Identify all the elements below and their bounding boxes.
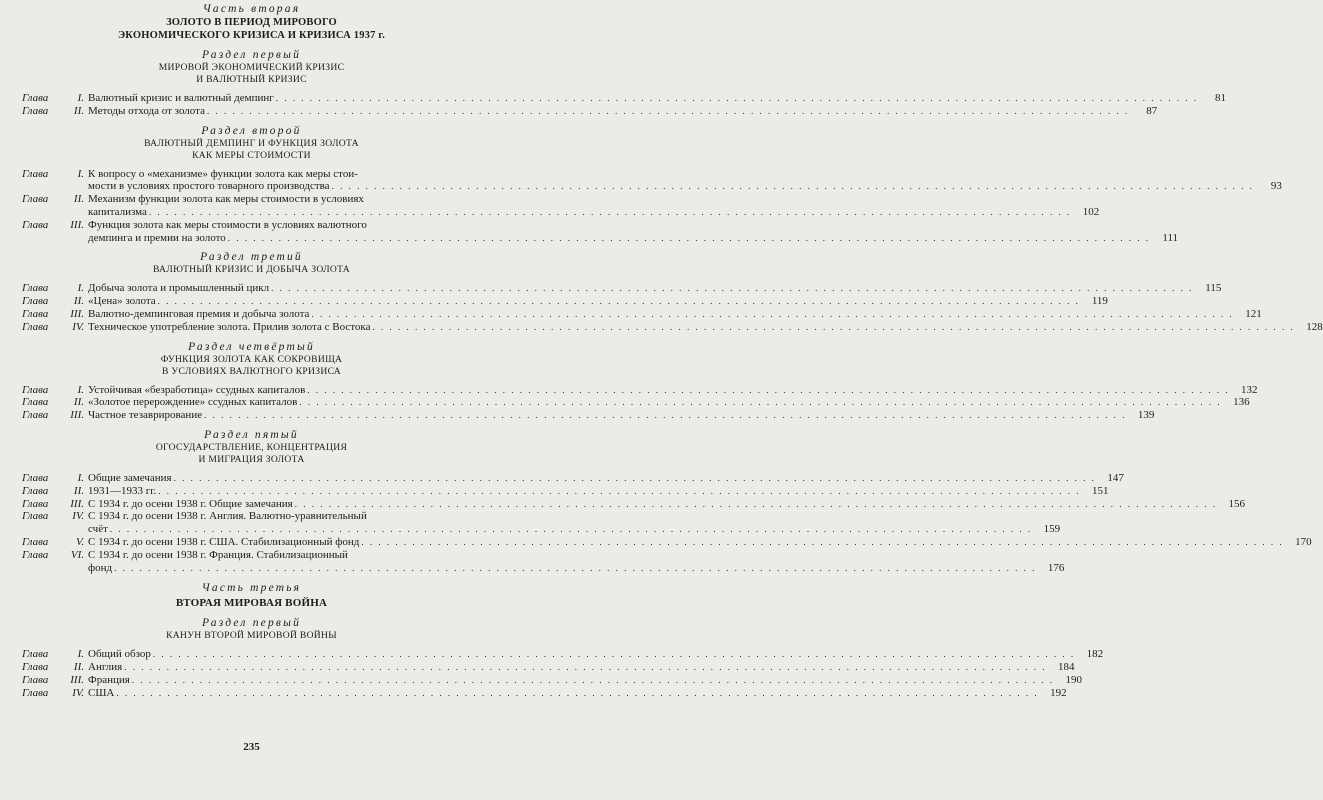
page-number: 235 bbox=[243, 741, 260, 753]
leader-dots bbox=[271, 282, 1193, 295]
chapter-entry bbox=[22, 307, 1262, 321]
chapter-line bbox=[88, 321, 1323, 334]
chapter-page-number: 147 bbox=[1107, 471, 1124, 484]
chapter-line bbox=[88, 498, 1245, 511]
chapter-body bbox=[88, 510, 1060, 536]
chapter-title: С 1934 г. до осени 1938 г. Франция. Стабилизационный bbox=[88, 548, 348, 561]
chapter-body bbox=[88, 661, 1074, 674]
chapter-title: Валютно-демпинговая премия и добыча золота bbox=[88, 307, 310, 320]
leader-dots bbox=[158, 485, 1080, 498]
chapter-entry bbox=[22, 648, 1104, 661]
chapter-entry bbox=[22, 295, 1108, 308]
chapter-line bbox=[88, 219, 1178, 232]
chapter-body bbox=[88, 674, 1082, 687]
chapter-page-number: 182 bbox=[1086, 648, 1104, 661]
leader-dots bbox=[276, 92, 1198, 105]
chapter-line bbox=[88, 485, 1109, 498]
chapter-number: II. bbox=[73, 193, 84, 206]
section-label: Раздел третий bbox=[200, 251, 303, 264]
chapter-title: мости в условиях простого товарного производства bbox=[88, 180, 330, 193]
chapter-entry bbox=[22, 673, 1083, 687]
chapter-label: Глава bbox=[22, 510, 49, 523]
chapter-label: Глава bbox=[22, 497, 49, 510]
chapter-body bbox=[88, 648, 1103, 661]
leader-dots bbox=[228, 232, 1150, 245]
chapter-body bbox=[88, 321, 1323, 334]
section-label: Раздел первый bbox=[201, 49, 302, 61]
chapter-label: Глава bbox=[22, 193, 49, 206]
chapter-title: Англия bbox=[88, 661, 123, 674]
chapter-number: I. bbox=[77, 167, 84, 180]
section-title bbox=[0, 62, 503, 86]
chapter-entry bbox=[22, 409, 1155, 422]
section-label: Раздел четвёртый bbox=[188, 340, 315, 353]
leader-dots bbox=[311, 308, 1233, 321]
chapter-line bbox=[88, 295, 1108, 308]
chapter-label: Глава bbox=[22, 282, 49, 295]
leader-dots bbox=[299, 396, 1221, 409]
leader-dots bbox=[372, 321, 1294, 334]
section-title bbox=[0, 138, 503, 162]
chapter-title: Методы отхода от золота bbox=[88, 104, 205, 117]
chapter-number: III. bbox=[70, 409, 84, 422]
chapter-title: Валютный кризис и валютный демпинг bbox=[88, 92, 274, 104]
section-label: Раздел второй bbox=[201, 124, 302, 137]
chapter-label: Глава bbox=[22, 673, 49, 686]
section-title bbox=[0, 264, 503, 276]
chapter-body bbox=[88, 92, 1226, 105]
leader-dots bbox=[158, 295, 1080, 308]
chapter-page-number: 128 bbox=[1306, 320, 1323, 333]
leader-dots bbox=[361, 536, 1283, 549]
chapter-label: Глава bbox=[22, 661, 49, 674]
chapter-entry bbox=[22, 548, 1065, 575]
chapter-entry bbox=[22, 497, 1245, 511]
section-title bbox=[0, 442, 503, 466]
chapter-number: II. bbox=[73, 661, 84, 674]
chapter-label: Глава bbox=[22, 396, 49, 409]
chapter-line bbox=[88, 92, 1226, 105]
chapter-number: I. bbox=[77, 648, 84, 661]
chapter-title: Частное тезаврирование bbox=[88, 409, 203, 422]
chapter-page-number: 115 bbox=[1205, 282, 1222, 295]
chapter-page-number: 111 bbox=[1162, 231, 1179, 244]
chapter-entry bbox=[22, 320, 1323, 334]
chapter-label: Глава bbox=[22, 92, 49, 104]
chapter-page-number: 190 bbox=[1065, 673, 1083, 686]
chapter-line bbox=[88, 674, 1082, 687]
chapter-title: капитализма bbox=[88, 205, 147, 218]
section-title-line: КАК МЕРЫ СТОИМОСТИ bbox=[192, 149, 311, 161]
chapter-title: счёт bbox=[88, 523, 108, 536]
chapter-title: С 1934 г. до осени 1938 г. Общие замечания bbox=[88, 497, 293, 510]
chapter-title: Общий обзор bbox=[88, 648, 151, 661]
chapter-label: Глава bbox=[22, 307, 49, 320]
section-title-line: МИРОВОЙ ЭКОНОМИЧЕСКИЙ КРИЗИС bbox=[158, 62, 345, 73]
chapter-page-number: 87 bbox=[1146, 104, 1158, 117]
chapter-page-number: 102 bbox=[1082, 205, 1100, 218]
chapter-body bbox=[88, 105, 1157, 118]
chapter-body bbox=[88, 472, 1124, 485]
leader-dots bbox=[114, 562, 1036, 575]
chapter-entry bbox=[22, 282, 1222, 295]
leader-dots bbox=[174, 472, 1096, 485]
chapter-entry bbox=[22, 92, 1227, 105]
chapter-number: II. bbox=[73, 104, 84, 117]
chapter-line bbox=[88, 232, 1178, 245]
chapter-number: I. bbox=[77, 383, 84, 396]
section-label: Раздел первый bbox=[201, 617, 302, 630]
chapter-body bbox=[88, 485, 1109, 498]
chapter-line bbox=[88, 562, 1064, 575]
chapter-page-number: 170 bbox=[1295, 535, 1312, 548]
chapter-title: Добыча золота и промышленный цикл bbox=[88, 282, 270, 295]
chapter-body bbox=[88, 282, 1221, 295]
section-title bbox=[0, 630, 503, 642]
section-title-line: В УСЛОВИЯХ ВАЛЮТНОГО КРИЗИСА bbox=[161, 365, 342, 377]
chapter-line bbox=[88, 308, 1262, 321]
chapter-entry bbox=[22, 218, 1179, 245]
leader-dots bbox=[295, 498, 1217, 511]
chapter-line bbox=[88, 206, 1099, 219]
chapter-number: III. bbox=[70, 218, 84, 231]
chapter-line bbox=[88, 409, 1154, 422]
chapter-page-number: 93 bbox=[1270, 180, 1282, 193]
leader-dots bbox=[153, 648, 1075, 661]
chapter-page-number: 176 bbox=[1047, 561, 1065, 574]
part-title: ЭКОНОМИЧЕСКОГО КРИЗИСА И КРИЗИСА 1937 г. bbox=[117, 30, 386, 41]
chapter-title: Франция bbox=[88, 673, 130, 686]
chapter-title: «Цена» золота bbox=[88, 295, 156, 308]
chapter-title: С 1934 г. до осени 1938 г. Англия. Валютно-уравнительный bbox=[88, 510, 367, 523]
chapter-entry bbox=[22, 510, 1061, 536]
part-label: Часть третья bbox=[201, 582, 302, 595]
leader-dots bbox=[332, 180, 1254, 193]
leader-dots bbox=[307, 384, 1229, 397]
chapter-entry bbox=[22, 484, 1109, 498]
leader-dots bbox=[124, 661, 1046, 674]
chapter-page-number: 159 bbox=[1043, 523, 1061, 536]
chapter-label: Глава bbox=[22, 535, 49, 548]
chapter-number: IV. bbox=[72, 510, 84, 523]
chapter-label: Глава bbox=[22, 686, 49, 699]
chapter-page-number: 81 bbox=[1215, 92, 1227, 104]
chapter-line bbox=[88, 549, 1064, 562]
section-title-line: ФУНКЦИЯ ЗОЛОТА КАК СОКРОВИЩА bbox=[160, 353, 343, 365]
chapter-label: Глава bbox=[22, 320, 49, 333]
chapter-body bbox=[88, 384, 1258, 397]
chapter-page-number: 119 bbox=[1091, 295, 1108, 308]
chapter-line bbox=[88, 193, 1099, 206]
section-title-line: КАНУН ВТОРОЙ МИРОВОЙ ВОЙНЫ bbox=[166, 630, 337, 642]
chapter-page-number: 136 bbox=[1233, 396, 1250, 409]
chapter-body bbox=[88, 295, 1108, 308]
chapter-title: Механизм функции золота как меры стоимости в условиях bbox=[88, 193, 364, 206]
chapter-line bbox=[88, 384, 1258, 397]
chapter-line bbox=[88, 180, 1282, 193]
chapter-number: IV. bbox=[72, 686, 84, 699]
chapter-line bbox=[88, 282, 1221, 295]
chapter-number: IV. bbox=[72, 320, 84, 333]
chapter-title: демпинга и премии на золото bbox=[88, 231, 226, 244]
chapter-title: Функция золота как меры стоимости в условиях валютного bbox=[88, 218, 367, 231]
part-sections bbox=[0, 48, 1323, 574]
chapter-body bbox=[88, 193, 1099, 219]
chapter-title: фонд bbox=[88, 561, 113, 574]
section-title-line: ВАЛЮТНЫЙ КРИЗИС И ДОБЫЧА ЗОЛОТА bbox=[152, 264, 351, 276]
chapter-body bbox=[88, 168, 1282, 194]
part-title: ВТОРАЯ МИРОВАЯ ВОЙНА bbox=[175, 597, 328, 610]
chapter-number: II. bbox=[73, 484, 84, 497]
chapter-page-number: 151 bbox=[1092, 484, 1109, 497]
chapter-page-number: 121 bbox=[1245, 307, 1262, 320]
chapter-page-number: 139 bbox=[1137, 409, 1155, 422]
chapter-body bbox=[88, 396, 1250, 409]
chapter-body bbox=[88, 409, 1154, 422]
section-title-line: И ВАЛЮТНЫЙ КРИЗИС bbox=[196, 74, 307, 85]
chapter-body bbox=[88, 536, 1312, 549]
chapter-label: Глава bbox=[22, 648, 49, 661]
chapter-entry bbox=[22, 535, 1312, 549]
chapter-page-number: 156 bbox=[1228, 497, 1245, 510]
chapter-line bbox=[88, 396, 1250, 409]
chapter-body bbox=[88, 219, 1178, 245]
chapter-line bbox=[88, 168, 1282, 181]
chapter-label: Глава bbox=[22, 484, 49, 497]
chapter-entry bbox=[22, 383, 1258, 397]
chapter-label: Глава bbox=[22, 218, 49, 231]
chapter-entry bbox=[22, 193, 1100, 219]
leader-dots bbox=[149, 206, 1071, 219]
chapter-page-number: 184 bbox=[1057, 661, 1075, 674]
chapter-label: Глава bbox=[22, 167, 49, 180]
chapter-title: «Золотое перерождение» ссудных капиталов bbox=[88, 396, 298, 409]
chapter-line bbox=[88, 105, 1157, 118]
section-title-line: ОГОСУДАРСТВЛЕНИЕ, КОНЦЕНТРАЦИЯ bbox=[155, 441, 348, 453]
chapter-line bbox=[88, 510, 1060, 523]
chapter-entry bbox=[22, 167, 1282, 194]
chapter-label: Глава bbox=[22, 548, 49, 561]
chapter-title: 1931—1933 гг. bbox=[88, 484, 157, 497]
chapter-line bbox=[88, 472, 1124, 485]
chapter-line bbox=[88, 648, 1103, 661]
leader-dots bbox=[116, 687, 1038, 700]
chapter-label: Глава bbox=[22, 471, 49, 484]
chapter-page-number: 192 bbox=[1050, 686, 1067, 699]
chapter-number: VI. bbox=[70, 548, 84, 561]
chapter-line bbox=[88, 536, 1312, 549]
chapter-number: III. bbox=[70, 497, 84, 510]
chapter-title: С 1934 г. до осени 1938 г. США. Стабилизационный фонд bbox=[88, 535, 360, 548]
chapter-label: Глава bbox=[22, 104, 49, 117]
leader-dots bbox=[204, 409, 1126, 422]
section-title bbox=[0, 354, 503, 378]
leader-dots bbox=[132, 674, 1054, 687]
chapter-page-number: 132 bbox=[1241, 383, 1258, 396]
chapter-body bbox=[88, 687, 1067, 700]
chapter-label: Глава bbox=[22, 383, 49, 396]
chapter-title: К вопросу о «механизме» функции золота как меры стои- bbox=[88, 167, 358, 180]
chapter-number: III. bbox=[70, 673, 84, 686]
chapter-title: Общие замечания bbox=[88, 471, 172, 484]
chapter-title: Устойчивая «безработица» ссудных капиталов bbox=[88, 383, 306, 396]
chapter-body bbox=[88, 308, 1262, 321]
leader-dots bbox=[207, 105, 1129, 118]
leader-dots bbox=[110, 523, 1032, 536]
chapter-entry bbox=[22, 661, 1075, 674]
chapter-body bbox=[88, 549, 1064, 575]
section-title-line: ВАЛЮТНЫЙ ДЕМПИНГ И ФУНКЦИЯ ЗОЛОТА bbox=[144, 137, 359, 149]
chapter-number: II. bbox=[73, 295, 84, 308]
section-title-line: И МИГРАЦИЯ ЗОЛОТА bbox=[198, 453, 305, 465]
chapter-body bbox=[88, 498, 1245, 511]
chapter-title: США bbox=[88, 686, 115, 699]
chapter-entry bbox=[22, 686, 1067, 700]
chapter-number: I. bbox=[77, 92, 84, 104]
chapter-title: Техническое употребление золота. Прилив золота с Востока bbox=[88, 320, 371, 333]
chapter-number: III. bbox=[70, 307, 84, 320]
part-title: ЗОЛОТО В ПЕРИОД МИРОВОГО bbox=[166, 17, 337, 28]
chapter-number: I. bbox=[77, 471, 84, 484]
chapter-label: Глава bbox=[22, 295, 49, 308]
chapter-number: I. bbox=[77, 282, 84, 295]
section-label: Раздел пятый bbox=[204, 428, 299, 441]
chapter-entry bbox=[22, 471, 1124, 485]
chapter-line bbox=[88, 661, 1074, 674]
chapter-line bbox=[88, 523, 1060, 536]
part-label: Часть вторая bbox=[202, 3, 301, 15]
part-sections bbox=[0, 616, 1104, 699]
chapter-number: V. bbox=[75, 535, 84, 548]
chapter-entry bbox=[22, 104, 1158, 118]
chapter-label: Глава bbox=[22, 409, 49, 422]
chapter-number: II. bbox=[73, 396, 84, 409]
chapter-line bbox=[88, 687, 1067, 700]
chapter-entry bbox=[22, 396, 1250, 409]
